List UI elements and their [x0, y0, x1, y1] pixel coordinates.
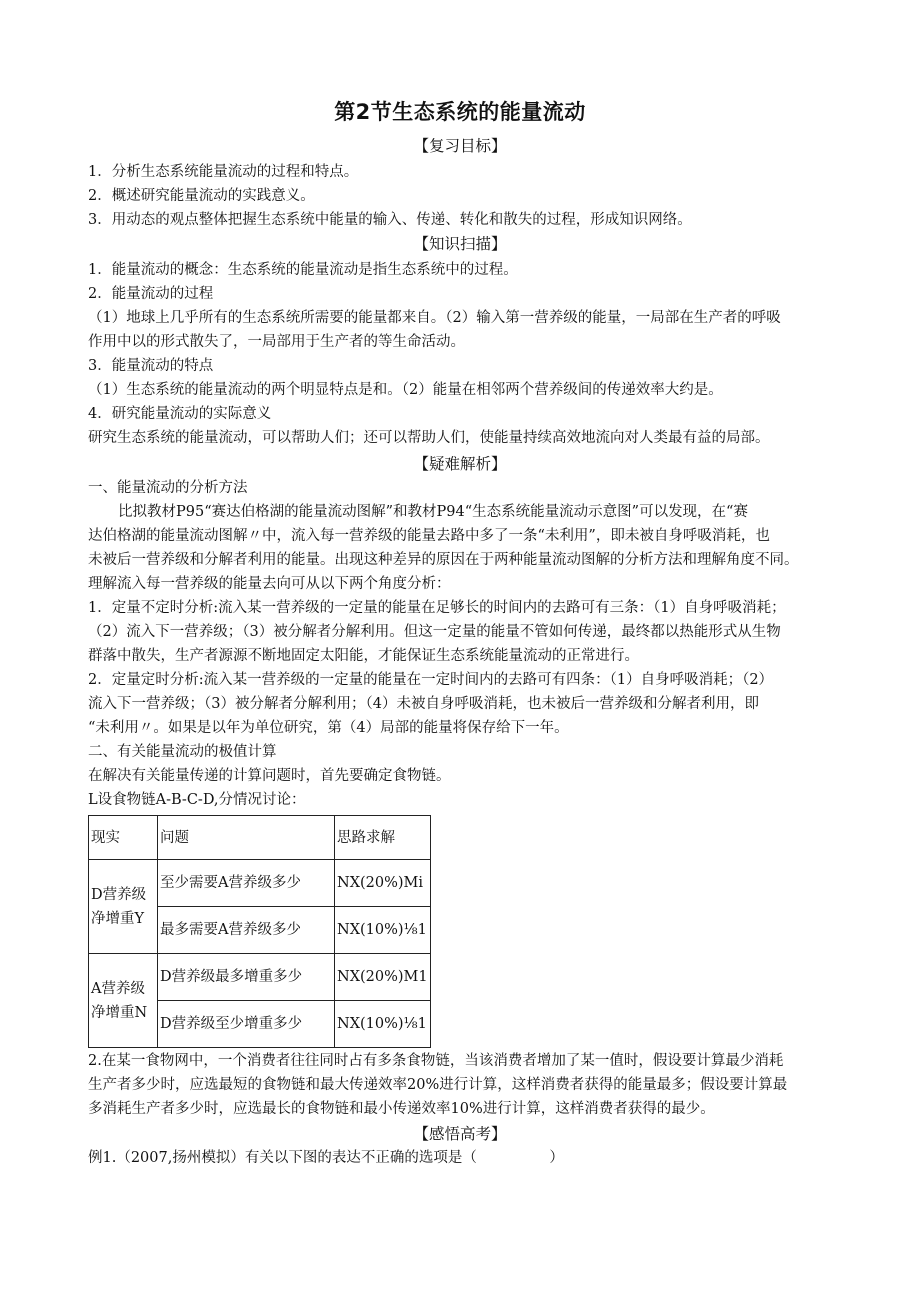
- section-heading-exam: 【感悟高考】: [413, 1125, 507, 1143]
- table-cell-answer: NX(20%)Mi: [335, 860, 431, 907]
- analysis-line-4: 未被后一营养级和分解者利用的能量。出现这种差异的原因在于两种能量流动图解的分析方法和理解角度不同。: [88, 552, 799, 568]
- table-cell-answer: NX(20%)M1: [335, 954, 431, 1001]
- review-item-2: 2．概述研究能量流动的实践意义。: [88, 188, 315, 204]
- after-table-line-2: 生产者多少时，应选最短的食物链和最大传递效率20%进行计算，这样消费者获得的能量最多；假设要计算最: [88, 1077, 788, 1093]
- knowledge-line-7: 4．研究能量流动的实际意义: [88, 406, 272, 422]
- after-table-line-3: 多消耗生产者多少时，应选最长的食物链和最小传递效率10%进行计算，这样消费者获得的最少。: [88, 1101, 715, 1117]
- analysis-line-14: L设食物链A-B-C-D,分情况讨论：: [88, 792, 306, 808]
- knowledge-line-5: 3．能量流动的特点: [88, 358, 214, 374]
- group-label-line: D营养级: [91, 886, 147, 903]
- analysis-line-7: （2）流入下一营养级；（3）被分解者分解利用。但这一定量的能量不管如何传递，最终都以热能形式从生物: [88, 624, 781, 640]
- analysis-line-3: 达伯格湖的能量流动图解〃中，流入每一营养级的能量去路中多了一条“未利用”，即未被自身呼吸消耗，也: [88, 528, 770, 544]
- group-label-line: 净增重N: [91, 1004, 148, 1021]
- table-cell-question: 至少需要A营养级多少: [158, 860, 335, 907]
- analysis-line-9: 2．定量定时分析:流入某一营养级的一定量的能量在一定时间内的去路可有四条：（1）自身呼吸消耗；（2）: [88, 672, 774, 688]
- table-cell-question: D营养级至少增重多少: [158, 1001, 335, 1048]
- analysis-line-5: 理解流入每一营养级的能量去向可从以下两个角度分析：: [88, 576, 451, 592]
- table-header-cell: 思路求解: [335, 816, 431, 860]
- section-heading-analysis: 【疑难解析】: [413, 455, 507, 473]
- table-cell-question: D营养级最多增重多少: [158, 954, 335, 1001]
- group-label-line: A营养级: [91, 980, 145, 997]
- after-table-line-1: 2.在某一食物网中，一个消费者往往同时占有多条食物链，当该消费者增加了某一值时，假设要计算最少消耗: [88, 1053, 784, 1069]
- table-header-row: [89, 816, 431, 860]
- analysis-line-1: 一、能量流动的分析方法: [88, 480, 248, 496]
- analysis-line-6: 1．定量不定时分析:流入某一营养级的一定量的能量在足够长的时间内的去路可有三条：（1）自身呼吸消耗；: [88, 600, 786, 616]
- group-label-line: 净增重Y: [91, 910, 145, 927]
- table-header-cell: 现实: [89, 816, 158, 860]
- analysis-line-2: 比拟教材P95“赛达伯格湖的能量流动图解”和教材P94“生态系统能量流动示意图”可以发现，在“赛: [118, 504, 748, 520]
- table-header-cell: 问题: [158, 816, 335, 860]
- knowledge-line-3: （1）地球上几乎所有的生态系统所需要的能量都来自。（2）输入第一营养级的能量，一局部在生产者的呼吸: [88, 310, 781, 326]
- knowledge-line-2: 2．能量流动的过程: [88, 286, 214, 302]
- table-cell-answer: NX(10%)⅛1: [335, 907, 431, 954]
- knowledge-line-8: 研究生态系统的能量流动，可以帮助人们；还可以帮助人们，使能量持续高效地流向对人类最有益的局部。: [88, 430, 770, 446]
- exam-question-1: 例1.（2007,扬州模拟）有关以下图的表达不正确的选项是（ ）: [88, 1150, 564, 1166]
- table-cell-question: 最多需要A营养级多少: [158, 907, 335, 954]
- table-cell-answer: NX(10%)⅛1: [335, 1001, 431, 1048]
- knowledge-line-6: （1）生态系统的能量流动的两个明显特点是和。（2）能量在相邻两个营养级间的传递效率大约是。: [88, 382, 723, 398]
- table-row: [89, 954, 431, 1001]
- table-row: [89, 860, 431, 907]
- page-title: 第2节生态系统的能量流动: [334, 100, 586, 124]
- knowledge-line-4: 作用中以的形式散失了，一局部用于生产者的等生命活动。: [88, 334, 465, 350]
- analysis-line-10: 流入下一营养级；（3）被分解者分解利用；（4）未被自身呼吸消耗，也未被后一营养级和分解者利用，即: [88, 696, 759, 712]
- energy-calculation-table: [88, 815, 431, 1048]
- review-item-3: 3．用动态的观点整体把握生态系统中能量的输入、传递、转化和散失的过程，形成知识网络。: [88, 212, 692, 228]
- section-heading-knowledge: 【知识扫描】: [413, 235, 507, 253]
- analysis-line-8: 群落中散失，生产者源源不断地固定太阳能，才能保证生态系统能量流动的正常进行。: [88, 648, 639, 664]
- table-group-label: [89, 954, 158, 1048]
- analysis-line-11: “未利用〃。如果是以年为单位研究，第（4）局部的能量将保存给下一年。: [88, 720, 569, 736]
- table-group-label: [89, 860, 158, 954]
- analysis-line-12: 二、有关能量流动的极值计算: [88, 744, 277, 760]
- section-heading-review: 【复习目标】: [413, 137, 507, 155]
- analysis-line-13: 在解决有关能量传递的计算问题时，首先要确定食物链。: [88, 768, 451, 784]
- knowledge-line-1: 1．能量流动的概念：生态系统的能量流动是指生态系统中的过程。: [88, 262, 518, 278]
- review-item-1: 1．分析生态系统能量流动的过程和特点。: [88, 164, 359, 180]
